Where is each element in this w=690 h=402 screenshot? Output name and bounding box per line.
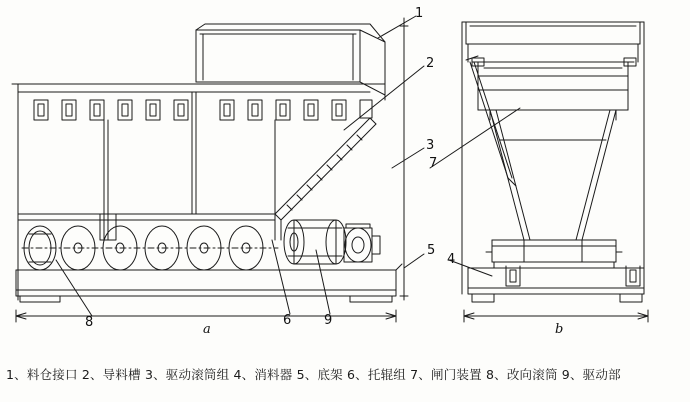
drive-drum-assembly [284,220,346,264]
end-upper-frame [472,58,636,110]
leader-6 [272,240,290,314]
end-funnel-walls [478,110,628,240]
callout-3: 3 [426,138,435,153]
end-elevation-view [462,22,648,322]
dimension-label-b: b [555,322,564,337]
internal-partitions [104,92,275,214]
legend-line: 1、料仓接口 2、导料槽 3、驱动滚筒组 4、消料器 5、底架 6、托辊组 7、闸门装置 8、改向滚筒 9、驱动部 [6,367,621,382]
roller-group [22,226,278,270]
leader-9 [316,250,330,314]
callout-6: 6 [283,313,292,328]
upper-hanger-row [34,100,372,120]
base-frame [16,264,402,302]
callout-7: 7 [429,156,438,171]
callout-9: 9 [324,313,333,328]
callout-8: 8 [85,315,94,330]
drive-unit-motor [344,224,380,262]
end-base-frame [468,262,644,302]
callout-1: 1 [415,6,424,21]
end-lower-body [486,240,622,262]
side-elevation-view [12,18,408,322]
leader-1 [378,16,416,38]
legend [0,366,690,383]
leader-8 [56,260,92,316]
callout-2: 2 [426,56,435,71]
leader-5 [404,254,424,268]
end-hopper [462,22,644,44]
leader-3 [392,148,424,168]
leader-7 [430,108,520,168]
leader-lines [56,16,520,316]
leader-2 [344,66,424,130]
callout-5: 5 [427,243,436,258]
end-vertical-guides [462,22,644,294]
dimension-label-a: a [203,322,211,337]
dimension-a [16,310,396,322]
conveyor-deck [18,214,275,240]
callout-4: 4 [447,252,456,267]
dimension-b [464,310,648,322]
